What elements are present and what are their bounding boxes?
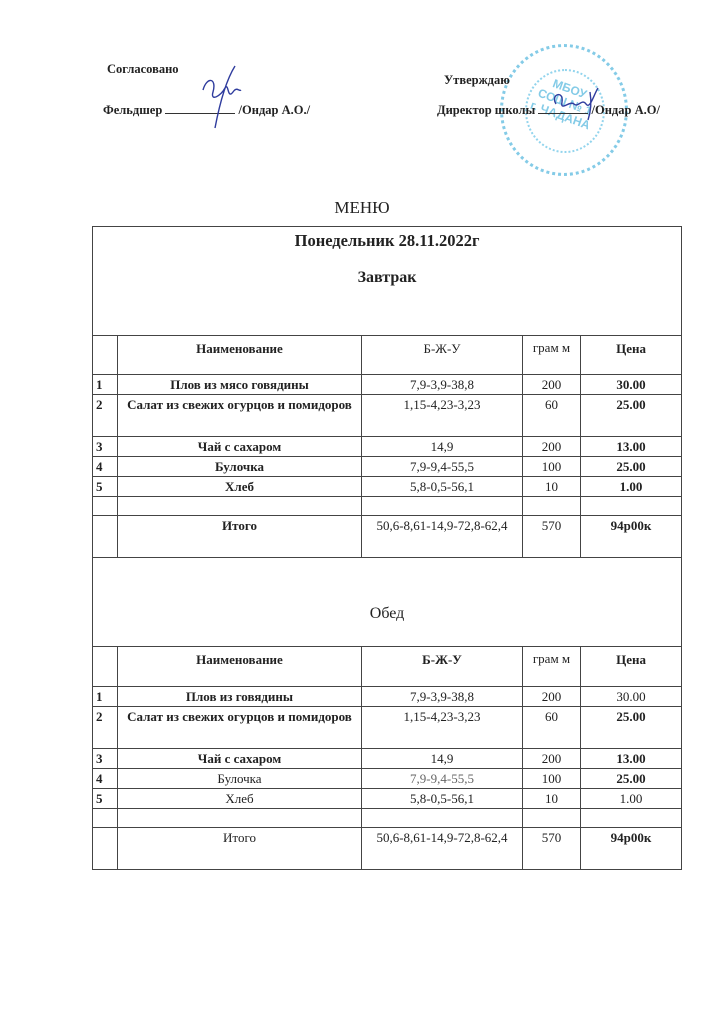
blank-row: [93, 497, 682, 516]
row-num: 4: [93, 457, 118, 477]
total-num: [93, 828, 118, 870]
row-num: 5: [93, 789, 118, 809]
breakfast-total-row: [93, 516, 682, 558]
breakfast-title: Завтрак: [357, 269, 417, 286]
dish-price: 25.00: [581, 769, 682, 789]
total-label: Итого: [118, 828, 362, 870]
dish-bju: 7,9-9,4-55,5: [362, 457, 523, 477]
breakfast-header-row: [93, 336, 682, 375]
menu-table: [92, 226, 682, 870]
dish-price: 25.00: [581, 707, 682, 749]
dish-bju: 5,8-0,5-56,1: [362, 477, 523, 497]
dish-price: 1.00: [581, 477, 682, 497]
lunch-title: Обед: [369, 605, 405, 622]
dish-price: 30.00: [581, 375, 682, 395]
signature-scribble-icon: [546, 84, 606, 124]
row-num: 2: [93, 395, 118, 437]
total-gram: 570: [523, 828, 581, 870]
dish-gram: 60: [523, 395, 581, 437]
dish-bju: 1,15-4,23-3,23: [362, 707, 523, 749]
total-label: Итого: [118, 516, 362, 558]
dish-name: Хлеб: [118, 789, 362, 809]
approval-left-role: Фельдшер: [103, 103, 163, 117]
col-bju-header: Б-Ж-У: [362, 647, 523, 687]
approval-left-signature-name: /Ондар А.О./: [238, 103, 311, 117]
dish-price: 13.00: [581, 437, 682, 457]
stamp-text: МБОУ СОШ № 1 г. ЧАДАНА: [528, 76, 594, 133]
dish-gram: 100: [523, 769, 581, 789]
row-num: 4: [93, 769, 118, 789]
table-row: [93, 687, 682, 707]
dish-bju: 14,9: [362, 437, 523, 457]
dish-name: Чай с сахаром: [118, 437, 362, 457]
table-row: [93, 477, 682, 497]
blank-row: [93, 809, 682, 828]
dish-price: 13.00: [581, 749, 682, 769]
table-row: [93, 375, 682, 395]
dish-name: Плов из мясо говядины: [118, 375, 362, 395]
lunch-total-row: [93, 828, 682, 870]
col-gram-header: грам м: [523, 647, 581, 687]
total-price: 94р00к: [581, 516, 682, 558]
table-row: [93, 749, 682, 769]
dish-bju: 1,15-4,23-3,23: [362, 395, 523, 437]
dish-price: 25.00: [581, 395, 682, 437]
lunch-title-cell: [93, 558, 682, 647]
lunch-title-row: [93, 558, 682, 647]
col-name-header: Наименование: [118, 336, 362, 375]
col-price-header: Цена: [581, 647, 682, 687]
dish-gram: 10: [523, 789, 581, 809]
dish-gram: 10: [523, 477, 581, 497]
total-price: 94р00к: [581, 828, 682, 870]
table-row: [93, 457, 682, 477]
dish-gram: 200: [523, 749, 581, 769]
dish-name: Хлеб: [118, 477, 362, 497]
dish-name: Булочка: [118, 769, 362, 789]
col-price-header: Цена: [581, 336, 682, 375]
dish-gram: 200: [523, 437, 581, 457]
col-bju-header: Б-Ж-У: [362, 336, 523, 375]
total-num: [93, 516, 118, 558]
table-row: [93, 395, 682, 437]
table-row: [93, 707, 682, 749]
dish-name: Чай с сахаром: [118, 749, 362, 769]
row-num: 1: [93, 375, 118, 395]
col-name-header: Наименование: [118, 647, 362, 687]
row-num: 3: [93, 437, 118, 457]
row-num: 3: [93, 749, 118, 769]
dish-gram: 200: [523, 687, 581, 707]
signature-scribble-icon: [195, 62, 245, 132]
approval-left-heading: Согласовано: [107, 62, 179, 76]
dish-bju: 7,9-3,9-38,8: [362, 687, 523, 707]
table-row: [93, 769, 682, 789]
day-label: Понедельник 28.11.2022г: [294, 231, 480, 250]
dish-bju: 7,9-3,9-38,8: [362, 375, 523, 395]
dish-bju: 14,9: [362, 749, 523, 769]
dish-price: 30.00: [581, 687, 682, 707]
approval-right-signature-name: /Ондар А.О/: [591, 103, 660, 117]
dish-price: 1.00: [581, 789, 682, 809]
col-gram-header: грам м: [523, 336, 581, 375]
col-num-header: [93, 336, 118, 375]
dish-gram: 60: [523, 707, 581, 749]
table-row: [93, 437, 682, 457]
dish-price: 25.00: [581, 457, 682, 477]
row-num: 2: [93, 707, 118, 749]
dish-name: Салат из свежих огурцов и помидоров: [118, 395, 362, 437]
dish-gram: 200: [523, 375, 581, 395]
breakfast-title-row: [93, 227, 682, 336]
document-title: МЕНЮ: [334, 198, 390, 217]
approval-right-heading: Утверждаю: [444, 73, 510, 87]
dish-gram: 100: [523, 457, 581, 477]
row-num: 5: [93, 477, 118, 497]
col-num-header: [93, 647, 118, 687]
dish-name: Булочка: [118, 457, 362, 477]
total-bju: 50,6-8,61-14,9-72,8-62,4: [362, 828, 523, 870]
total-gram: 570: [523, 516, 581, 558]
dish-name: Плов из говядины: [118, 687, 362, 707]
row-num: 1: [93, 687, 118, 707]
dish-bju: 7,9-9,4-55,5: [362, 769, 523, 789]
dish-bju: 5,8-0,5-56,1: [362, 789, 523, 809]
breakfast-title-cell: [93, 227, 682, 336]
dish-name: Салат из свежих огурцов и помидоров: [118, 707, 362, 749]
lunch-header-row: [93, 647, 682, 687]
approval-right-role: Директор школы: [437, 103, 536, 117]
total-bju: 50,6-8,61-14,9-72,8-62,4: [362, 516, 523, 558]
table-row: [93, 789, 682, 809]
